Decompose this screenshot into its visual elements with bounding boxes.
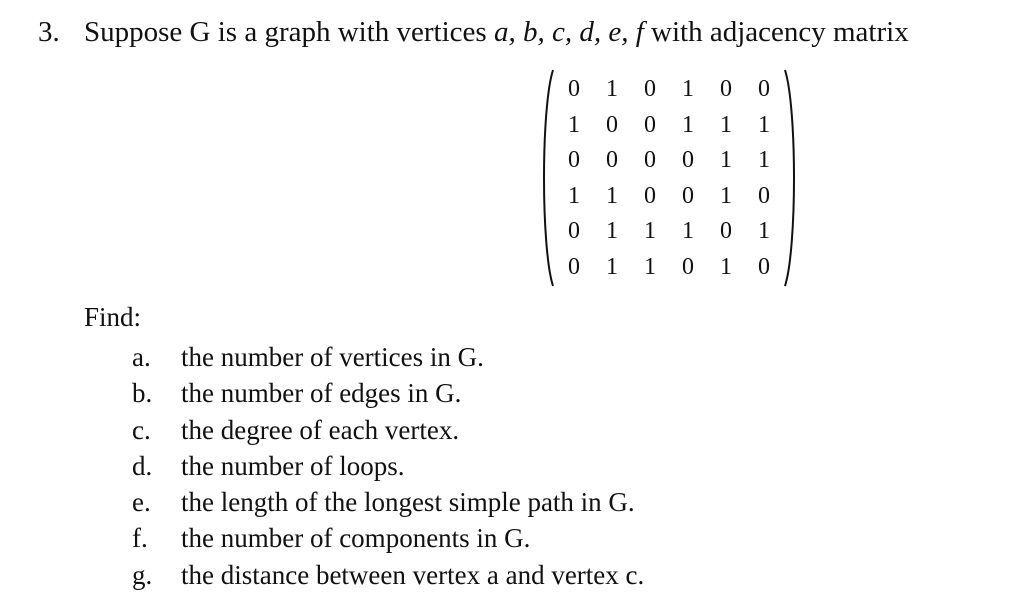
matrix-cell: 0 [758,253,770,280]
question-letter: b. [132,378,153,409]
matrix-grid [555,72,783,285]
question-text: the length of the longest simple path in G. [181,487,635,518]
matrix-cell: 0 [682,182,694,209]
question-item [132,520,644,556]
matrix-cell: 1 [644,253,656,280]
matrix-cell: 0 [720,218,732,244]
matrix-cell: 1 [606,76,618,102]
matrix-cell: 1 [720,182,732,209]
matrix-cell: 0 [644,147,656,173]
matrix-cell: 0 [644,111,656,138]
question-letter: a. [132,342,151,372]
matrix-cell: 0 [644,76,656,102]
matrix-cell: 1 [720,147,732,173]
matrix-cell: 1 [758,218,770,244]
question-item [132,412,644,448]
problem-text-end: with adjacency matrix [643,16,909,48]
matrix-cell: 1 [682,218,694,244]
matrix-cell: 1 [758,147,770,173]
matrix-cell: 1 [606,253,618,280]
question-item [132,375,644,411]
question-item [132,557,644,593]
problem-text: Suppose G is a graph with vertices [84,16,487,48]
matrix-cell: 1 [720,111,732,138]
matrix-cell: 1 [644,218,656,244]
matrix-cell: 0 [682,253,694,280]
question-text: the number of vertices in G. [181,342,484,372]
question-letter: e. [132,487,151,518]
question-letter: c. [132,414,151,445]
right-parenthesis [783,68,799,288]
matrix-cell: 1 [606,182,618,209]
question-text: the distance between vertex a and vertex c. [181,559,645,590]
matrix-cell: 1 [758,111,770,138]
matrix-cell: 0 [606,111,618,138]
matrix-cell: 0 [682,147,694,173]
question-letter: g. [132,559,153,590]
question-text: the number of components in G. [181,523,531,554]
matrix-cell: 0 [568,76,580,102]
problem-number: 3. [38,16,60,48]
matrix-cell: 1 [606,218,618,244]
question-letter: d. [132,450,153,481]
matrix-cell: 0 [758,182,770,209]
question-item [132,448,644,484]
question-letter: f. [132,523,148,554]
matrix-cell: 1 [568,182,580,209]
question-text: the number of edges in G. [181,378,462,409]
matrix-cell: 1 [568,111,580,138]
matrix-cell: 1 [682,76,694,102]
question-text: the degree of each vertex. [181,414,460,445]
question-item [132,484,644,520]
matrix-cell: 0 [644,182,656,209]
find-label: Find: [84,302,142,332]
question-item [132,339,644,375]
matrix-cell: 0 [720,76,732,102]
matrix-cell: 0 [568,147,580,173]
matrix-cell: 0 [758,76,770,102]
left-parenthesis [539,68,555,288]
matrix-cell: 0 [606,147,618,173]
matrix-cell: 1 [682,111,694,138]
matrix-cell: 0 [568,218,580,244]
problem-statement [38,16,909,49]
matrix-cell: 1 [720,253,732,280]
question-list [132,339,644,593]
matrix-cell: 0 [568,253,580,280]
question-text: the number of loops. [181,450,405,481]
vertex-list: a, b, c, d, e, f [493,16,644,48]
adjacency-matrix [539,68,799,288]
